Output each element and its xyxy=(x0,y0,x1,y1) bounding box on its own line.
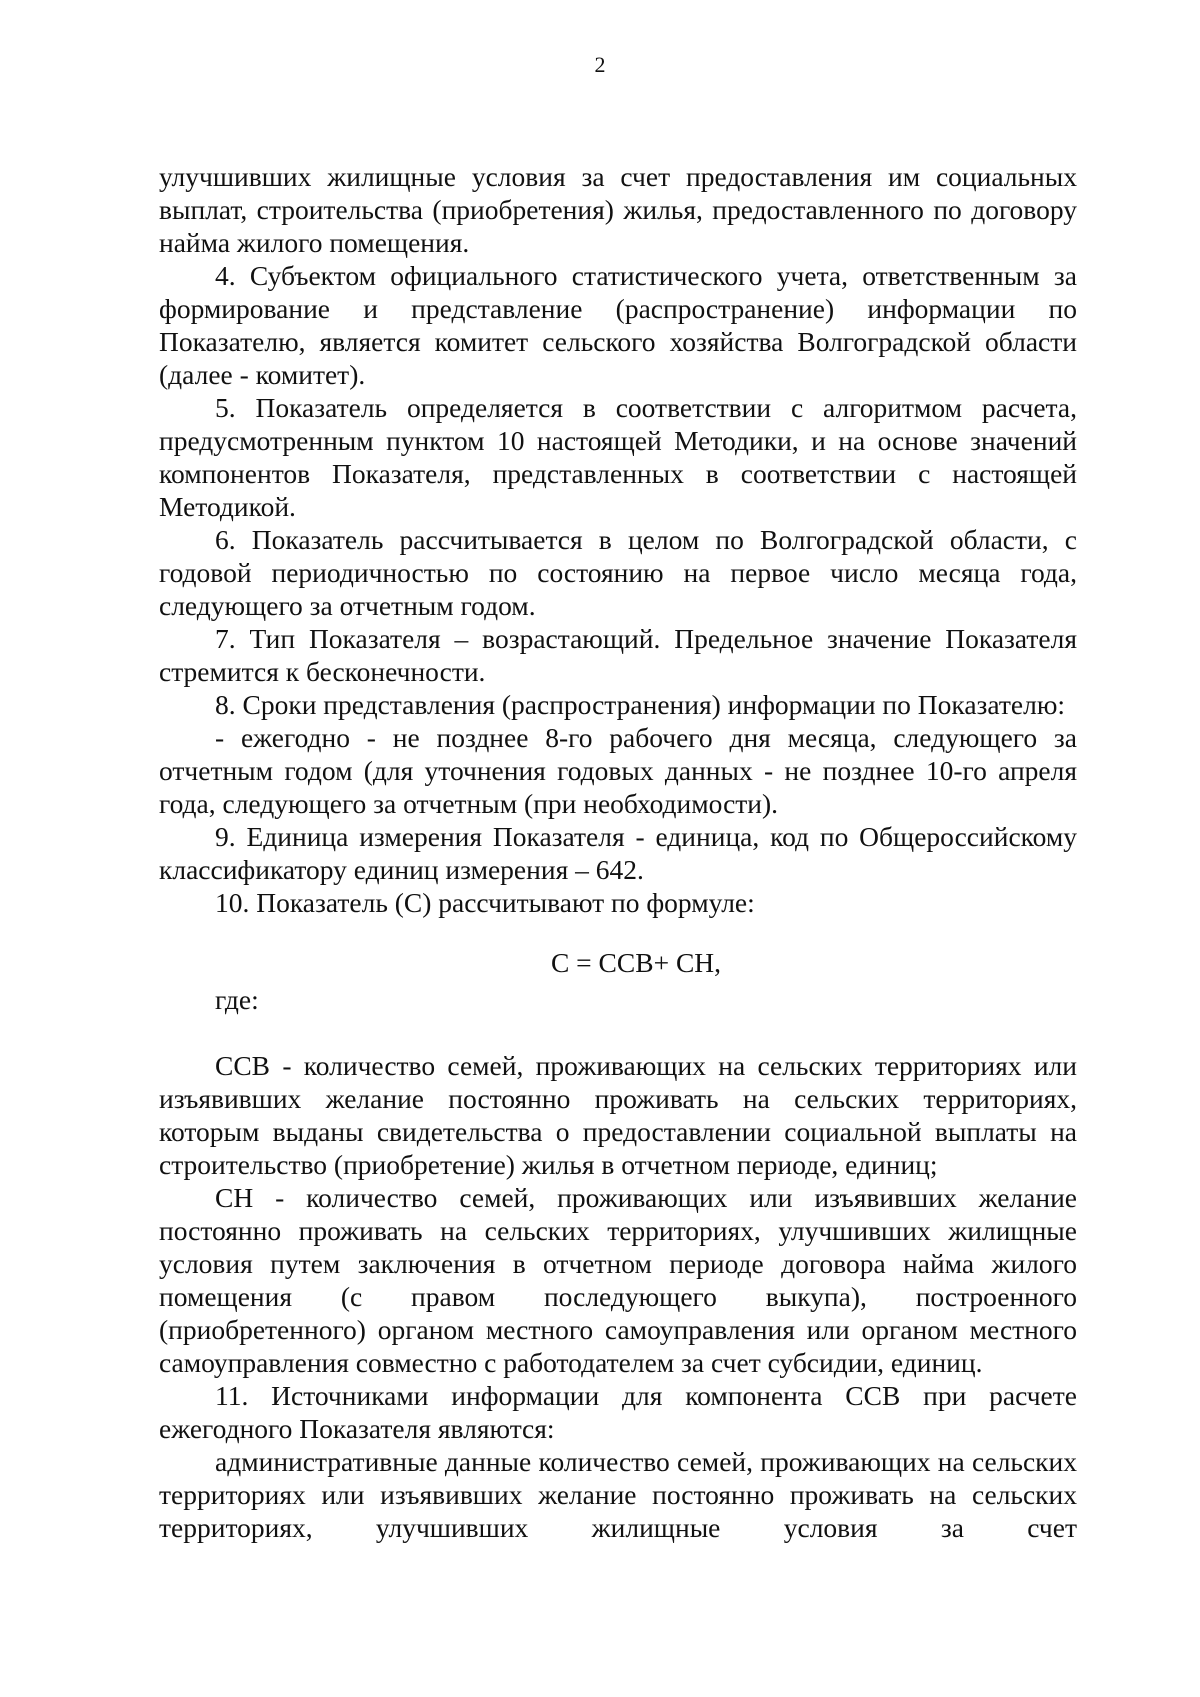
paragraph-item-8-sub: - ежегодно - не позднее 8-го рабочего дня месяца, следующего за отчетным годом (для уточнения годовых данных - не позднее 10-го апреля года, следующего за отчетным (при необходимости). xyxy=(159,722,1077,819)
paragraph-item-10: 10. Показатель (С) рассчитывают по формуле: xyxy=(215,887,755,918)
paragraph-item-8: 8. Сроки представления (распространения) информации по Показателю: xyxy=(215,689,1066,720)
paragraph-item-5: 5. Показатель определяется в соответствии с алгоритмом расчета, предусмотренным пунктом 10 настоящей Методики, и на основе значений компонентов Показателя, представленных в соответствии с настоящей Методикой. xyxy=(159,392,1077,522)
paragraph-item-6: 6. Показатель рассчитывается в целом по Волгоградской области, с годовой периодичностью по состоянию на первое число месяца года, следующего за отчетным годом. xyxy=(159,524,1077,621)
document-body xyxy=(159,160,1077,1544)
paragraph-item-9: 9. Единица измерения Показателя - единица, код по Общероссийскому классификатору единиц измерения – 642. xyxy=(159,821,1077,885)
paragraph-continuation: улучшивших жилищные условия за счет предоставления им социальных выплат, строительства (приобретения) жилья, предоставленного по договору найма жилого помещения. xyxy=(159,161,1077,258)
page-number: 2 xyxy=(594,52,606,77)
paragraph-item-4: 4. Субъектом официального статистического учета, ответственным за формирование и представление (распространение) информации по Показателю, является комитет сельского хозяйства Волгоградской области (далее - комитет). xyxy=(159,260,1077,390)
paragraph-admin-data: административные данные количество семей, проживающих на сельских территориях или изъявивших желание постоянно проживать на сельских территориях, улучшивших жилищные условия за счет xyxy=(159,1446,1077,1543)
paragraph-item-7: 7. Тип Показателя – возрастающий. Предельное значение Показателя стремится к бесконечности. xyxy=(159,623,1077,687)
formula-where-label: где: xyxy=(215,984,259,1015)
definition-ccb: ССВ - количество семей, проживающих на сельских территориях или изъявивших желание постоянно проживать на сельских территориях, которым выданы свидетельства о предоставлении социальной выплаты на строительство (приобретение) жилья в отчетном периоде, единиц; xyxy=(159,1050,1077,1180)
formula: С = ССВ+ СН, xyxy=(550,947,722,978)
paragraph-item-11: 11. Источниками информации для компонента ССВ при расчете ежегодного Показателя являются: xyxy=(159,1380,1077,1444)
definition-ch: СН - количество семей, проживающих или изъявивших желание постоянно проживать на сельских территориях, улучшивших жилищные условия путем заключения в отчетном периоде договора найма жилого помещения (с правом последующего выкупа), построенного (приобретенного) органом местного самоуправления или органом местного самоуправления совместно с работодателем за счет субсидии, единиц. xyxy=(159,1182,1077,1378)
